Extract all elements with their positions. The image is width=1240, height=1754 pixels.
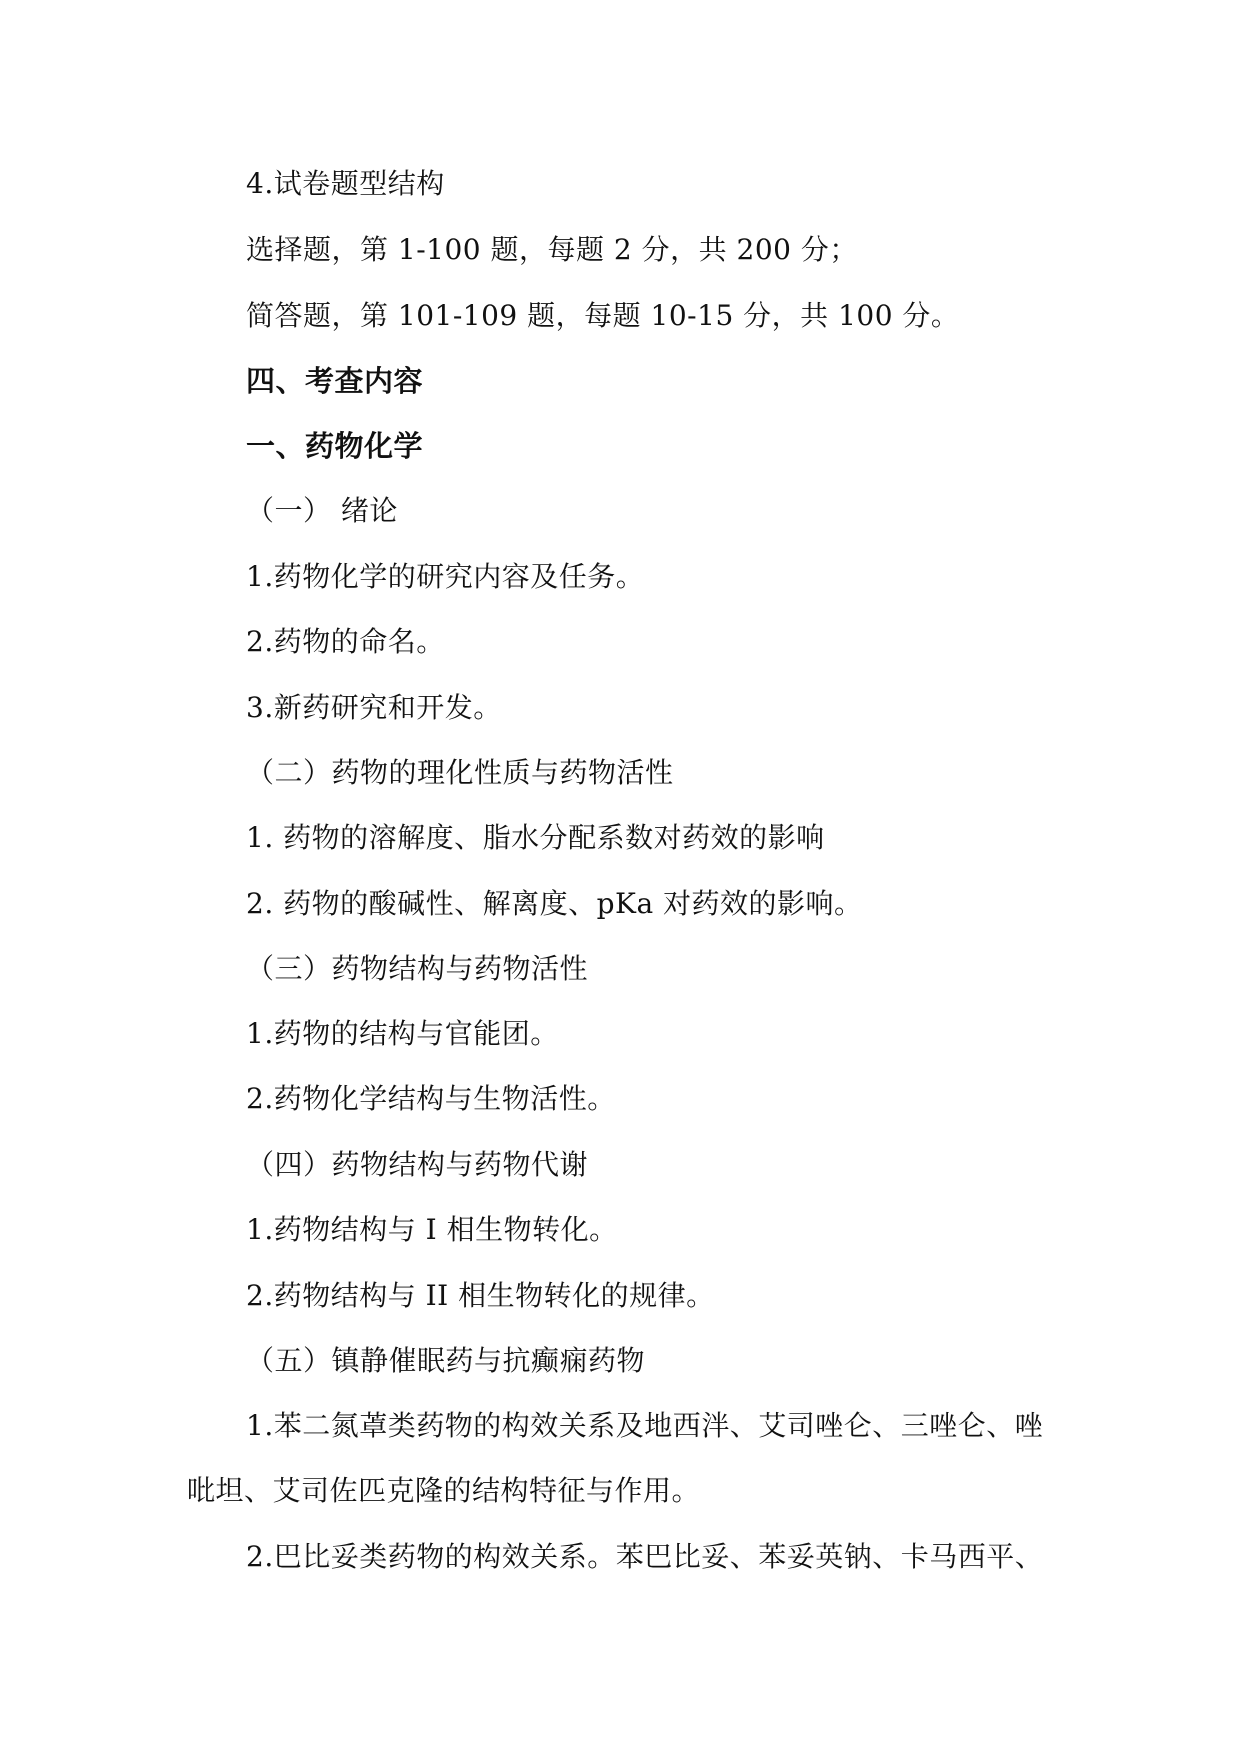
list-item: 2.巴比妥类药物的构效关系。苯巴比妥、苯妥英钠、卡马西平、 bbox=[246, 1540, 1044, 1573]
list-item: 1.药物结构与 I 相生物转化。 bbox=[246, 1213, 618, 1246]
list-item: 2. 药物的酸碱性、解离度、pKa 对药效的影响。 bbox=[246, 887, 863, 920]
subsection-heading: （五）镇静催眠药与抗癫痫药物 bbox=[246, 1344, 646, 1377]
list-item: 1. 药物的溶解度、脂水分配系数对药效的影响 bbox=[246, 821, 825, 854]
chapter-heading: 四、考查内容 bbox=[246, 364, 424, 398]
subsection-heading: （一） 绪论 bbox=[246, 494, 398, 527]
body-line: 简答题，第 101-109 题，每题 10-15 分，共 100 分。 bbox=[246, 299, 960, 332]
list-item-continuation: 吡坦、艾司佐匹克隆的结构特征与作用。 bbox=[187, 1474, 701, 1507]
subsection-heading: （四）药物结构与药物代谢 bbox=[246, 1148, 589, 1181]
list-item: 1.苯二氮䓬类药物的构效关系及地西泮、艾司唑仑、三唑仑、唑 bbox=[246, 1409, 1044, 1442]
list-item: 2.药物化学结构与生物活性。 bbox=[246, 1082, 616, 1115]
list-item: 2.药物的命名。 bbox=[246, 625, 445, 658]
list-item: 2.药物结构与 II 相生物转化的规律。 bbox=[246, 1279, 715, 1312]
list-item: 1.药物的结构与官能团。 bbox=[246, 1017, 559, 1050]
subsection-heading: （三）药物结构与药物活性 bbox=[246, 952, 589, 985]
section-heading: 4.试卷题型结构 bbox=[246, 167, 445, 200]
body-line: 选择题，第 1-100 题，每题 2 分，共 200 分； bbox=[246, 233, 858, 266]
list-item: 3.新药研究和开发。 bbox=[246, 691, 502, 724]
subsection-heading: （二）药物的理化性质与药物活性 bbox=[246, 756, 674, 789]
chapter-heading: 一、药物化学 bbox=[246, 429, 424, 463]
list-item: 1.药物化学的研究内容及任务。 bbox=[246, 560, 645, 593]
